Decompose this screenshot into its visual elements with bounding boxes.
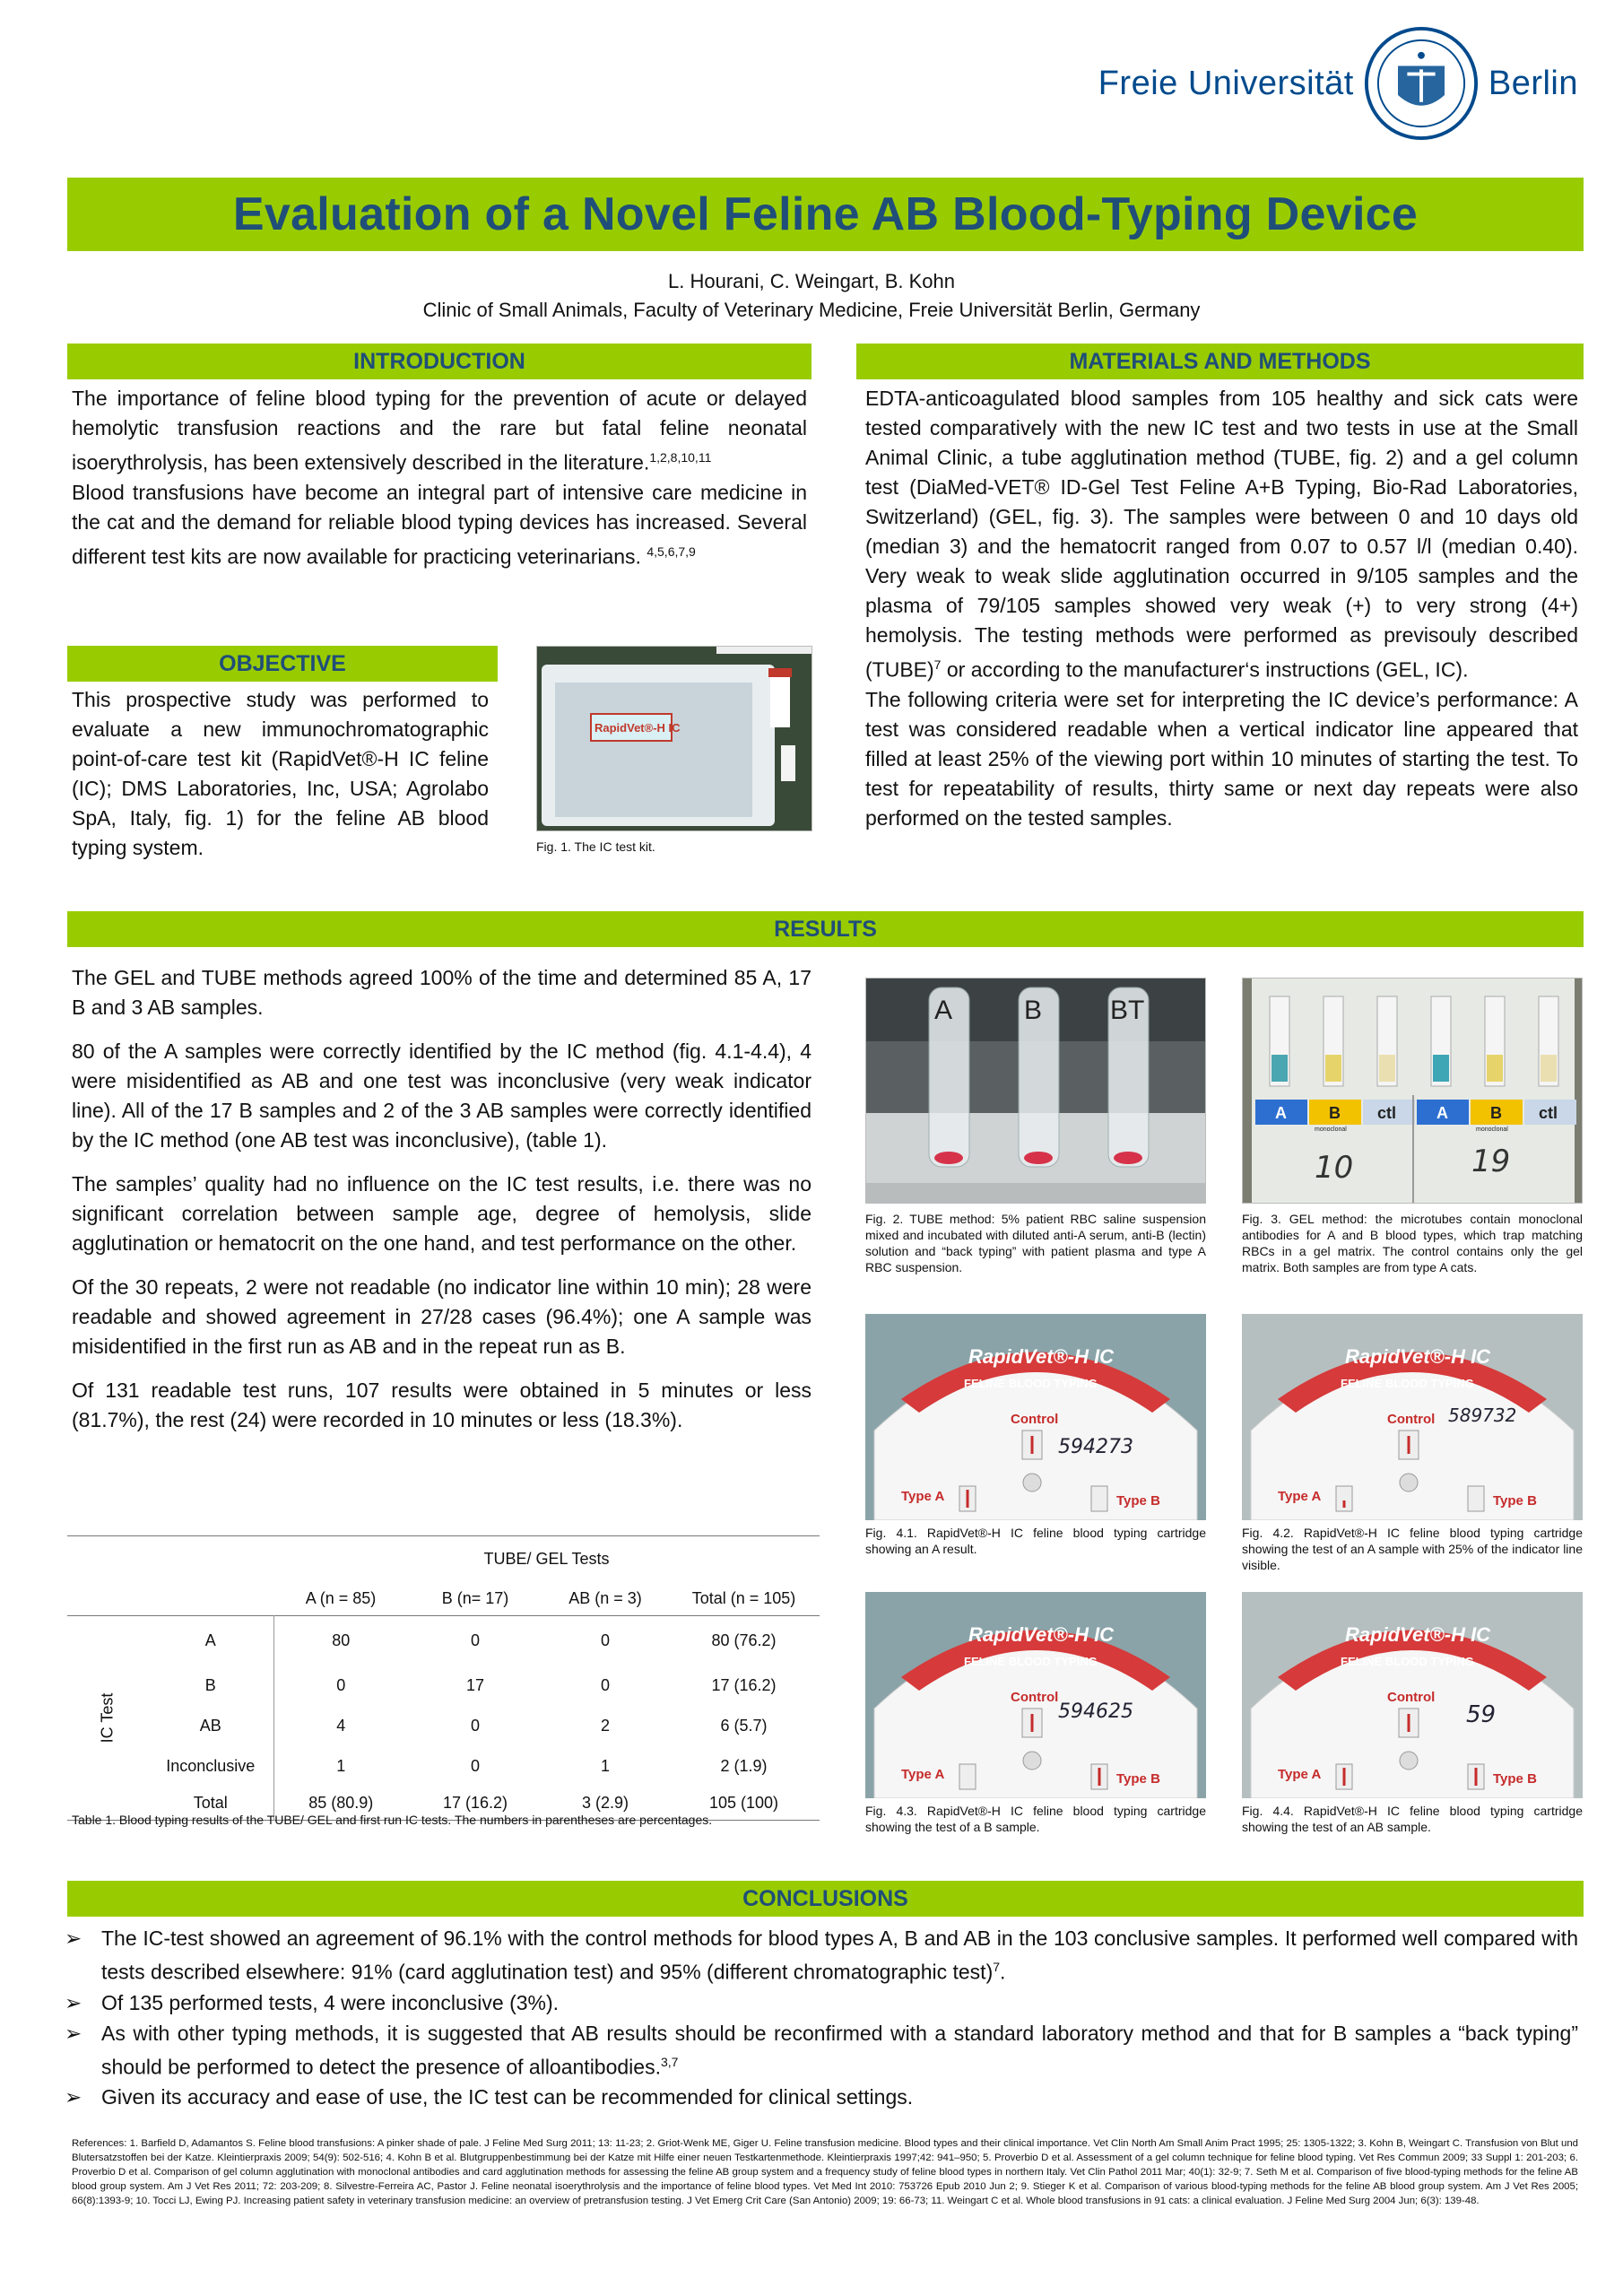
introduction-text <box>72 384 807 571</box>
author-block <box>0 267 1623 325</box>
fig2-caption: Fig. 2. TUBE method: 5% patient RBC saline suspension mixed and incubated with diluted anti-A serum, anti-B (lectin) solution and “back typing” with patient plasma and type A RBC suspension. <box>865 1212 1206 1274</box>
tube-label-a: A <box>934 996 953 1025</box>
fig3-caption: Fig. 3. GEL method: the microtubes contain monoclonal antibodies for A and B blood types, which trap matching RBCs in a gel matrix. The control contains only the gel matrix. Both samples are from type A cats. <box>1242 1212 1583 1274</box>
cartridge-subtitle: FELINE BLOOD TYPING <box>1341 1377 1474 1390</box>
cartridge-type-a-label: Type A <box>1278 1489 1322 1504</box>
gel-column-image <box>1243 978 1583 1204</box>
logo-text-left: Freie Universität <box>1098 64 1354 102</box>
intro-p2-citation: 4,5,6,7,9 <box>647 544 696 559</box>
fig2-tube-photo <box>865 978 1206 1204</box>
objective-title: OBJECTIVE <box>219 650 346 676</box>
cartridge-image <box>1242 1592 1583 1798</box>
cartridge-brand: RapidVet®-H IC <box>1345 1345 1491 1368</box>
table-cell: 0 <box>600 1631 610 1649</box>
conclusion-text: The IC-test showed an agreement of 96.1% with the control methods for blood types A, B and AB in the 103 conclusive samples. It performed well compared with tests described elsewhere: 91% (card agglutination test) and 95% (different chromatographic test) <box>101 1926 1578 1984</box>
poster-title: Evaluation of a Novel Feline AB Blood-Typing Device <box>232 188 1419 240</box>
results-table <box>67 1535 820 1821</box>
row-label: Inconclusive <box>148 1746 273 1787</box>
fig43-cartridge-photo <box>865 1592 1206 1798</box>
objective-header <box>67 646 498 682</box>
arrow-bullet-icon: ➢ <box>65 1990 82 2014</box>
col-header-total: Total (n = 105) <box>691 1589 796 1608</box>
gel-sublabel: monoclonal <box>1476 1126 1508 1133</box>
gel-label: ctl <box>1377 1104 1397 1122</box>
table-cell: 0 <box>470 1756 480 1775</box>
cartridge-type-a-label: Type A <box>901 1489 945 1504</box>
table-cell: 0 <box>470 1631 480 1649</box>
conclusion-text: Of 135 performed tests, 4 were inconclusive (3%). <box>101 1990 560 2014</box>
row-label: AB <box>148 1706 273 1746</box>
cartridge-image <box>865 1314 1206 1520</box>
intro-paragraph-2 <box>72 478 807 572</box>
methods-paragraph-2: The following criteria were set for interpreting the IC device’s performance: A test was considered readable when a vertical indicator line appeared that filled at least 25% of the viewing port within 10 minutes of starting the test. To test for repeatability of results, thirty same or next day repeats were also performed on the tested samples. <box>865 687 1578 830</box>
cartridge-sample-number: 589732 <box>1448 1405 1517 1426</box>
table-header-row <box>67 1583 820 1616</box>
methods-text <box>865 384 1578 833</box>
results-paragraph-5: Of 131 readable test runs, 107 results were obtained in 5 minutes or less (81.7%), the rest (24) were recorded in 10 minutes or less (18.3%). <box>72 1378 812 1431</box>
cartridge-control-label: Control <box>1387 1690 1436 1705</box>
fig44-cartridge-photo <box>1242 1592 1583 1798</box>
table-cell: 105 (100) <box>708 1793 779 1812</box>
results-paragraph-1: The GEL and TUBE methods agreed 100% of the time and determined 85 A, 17 B and 3 AB samples. <box>72 966 812 1019</box>
cartridge-image <box>1242 1314 1583 1520</box>
objective-text: This prospective study was performed to evaluate a new immunochromatographic point-of-care test kit (RapidVet®-H IC feline (IC); DMS Laboratories, Inc, USA; Agrolabo SpA, Italy, fig. 1) for the feline AB blood typing system. <box>72 688 489 859</box>
row-label: B <box>148 1665 273 1706</box>
fig1-caption: Fig. 1. The IC test kit. <box>536 839 655 854</box>
fig42-cartridge-photo <box>1242 1314 1583 1520</box>
table-row <box>67 1616 820 1665</box>
introduction-title: INTRODUCTION <box>353 348 525 374</box>
list-item <box>65 2083 1578 2111</box>
arrow-bullet-icon: ➢ <box>65 1926 82 1950</box>
fig41-caption: Fig. 4.1. RapidVet®-H IC feline blood typing cartridge showing an A result. <box>865 1526 1206 1556</box>
conclusions-title: CONCLUSIONS <box>742 1885 908 1911</box>
cartridge-type-a-label: Type A <box>901 1767 945 1782</box>
conclusion-citation: 7 <box>993 1960 1001 1974</box>
table-cell: 85 (80.9) <box>308 1793 374 1812</box>
title-bar <box>67 178 1584 251</box>
col-header-a: A (n = 85) <box>305 1589 377 1608</box>
results-paragraph-3: The samples’ quality had no influence on the IC test results, i.e. there was no significant correlation between sample age, degree of hemolysis, slide agglutination or hematocrit on the one hand, and test performance on the other. <box>72 1172 812 1255</box>
row-label: A <box>148 1616 273 1665</box>
fig3-gel-photo <box>1242 978 1583 1204</box>
conclusions-header <box>67 1881 1584 1917</box>
cartridge-image <box>865 1592 1206 1798</box>
table-cell: 3 (2.9) <box>581 1793 629 1812</box>
conclusion-tail: . <box>1000 1960 1006 1984</box>
row-label: Total <box>148 1787 273 1821</box>
table-cell: 1 <box>600 1756 610 1775</box>
gel-label: A <box>1275 1104 1287 1122</box>
cartridge-control-label: Control <box>1011 1690 1059 1705</box>
arrow-bullet-icon: ➢ <box>65 2085 82 2109</box>
intro-p1-citation: 1,2,8,10,11 <box>649 450 712 465</box>
results-text <box>72 963 812 1435</box>
tube-label-b: B <box>1024 996 1043 1025</box>
affiliation: Clinic of Small Animals, Faculty of Veterinary Medicine, Freie Universität Berlin, Germany <box>422 299 1201 321</box>
methods-p1-text: EDTA-anticoagulated blood samples from 105 healthy and sick cats were tested comparatively with the new IC test and two tests in use at the Small Animal Clinic, a tube agglutination method (TUBE, fig. 2) and a gel column test (DiaMed-VET® ID-Gel Test Feline A+B Typing, Bio-Rad Laboratories, Switzerland) (GEL, fig. 3). The samples were between 0 and 10 days old (median 3) and the hematocrit ranged from 0.07 to 0.57 l/l (median 0.40). Very weak to weak slide agglutination occurred in 9/105 samples and the plasma of 79/105 samples showed very weak (+) to very strong (4+) hemolysis. The testing methods were performed as previsouly described (TUBE) <box>865 387 1578 682</box>
table-cell: 2 <box>600 1716 610 1735</box>
methods-paragraph-1 <box>865 384 1578 685</box>
cartridge-brand: RapidVet®-H IC <box>968 1345 1115 1368</box>
fig42-caption: Fig. 4.2. RapidVet®-H IC feline blood typing cartridge showing the test of an A sample with 25% of the indicator line visible. <box>1242 1526 1583 1572</box>
cartridge-type-b-label: Type B <box>1116 1771 1160 1787</box>
table-cell: 0 <box>600 1675 610 1694</box>
tube-agglutination-image <box>866 978 1206 1204</box>
university-logo <box>1098 25 1578 142</box>
introduction-header <box>67 344 812 379</box>
table-cell: 1 <box>336 1756 346 1775</box>
gel-label: B <box>1490 1104 1502 1122</box>
list-item <box>65 1988 1578 2017</box>
results-header <box>67 911 1584 947</box>
table-cell: 6 (5.7) <box>720 1716 768 1735</box>
table-group-header: TUBE/ GEL Tests <box>483 1550 610 1569</box>
table-cell: 80 (76.2) <box>711 1631 777 1649</box>
gel-sample-number: 10 <box>1315 1150 1354 1186</box>
kit-brand-text: RapidVet®-H IC <box>595 721 681 735</box>
fig41-cartridge-photo <box>865 1314 1206 1520</box>
methods-p1-citation: 7 <box>933 657 942 672</box>
test-kit-image <box>537 647 812 831</box>
fig43-caption: Fig. 4.3. RapidVet®-H IC feline blood typing cartridge showing the test of a B sample. <box>865 1804 1206 1834</box>
table-cell: 4 <box>336 1716 346 1735</box>
gel-sublabel: monoclonal <box>1315 1126 1347 1133</box>
cartridge-subtitle: FELINE BLOOD TYPING <box>964 1655 1098 1668</box>
cartridge-brand: RapidVet®-H IC <box>968 1623 1115 1646</box>
references: References: 1. Barfield D, Adamantos S. Feline blood transfusions: A pinker shade of pale. J Feline Med Surg 2011; 13: 11-23; 2. Griot-Wenk ME, Giger U. Feline transfusion medicine. Blood types and their clinical importance. Vet Clin North Am Small Anim Pract 1995; 25: 1305-1322; 3. Kohn B, Weingart C. Transfusion von Blut und Blutersatzstoffen bei der Katze. Kleintierpraxis 2009; 54(9): 502-516; 4. Kohn B et al. Blutgruppenbestimmung bei der Katze mit Hilfe einer neuen Testkartenmethode. Kleintierpraxis 1997;42: 941–950; 5. Proverbio D et al. Assessment of a gel column technique for feline blood typing. Vet Res Commun 2009; 33 Suppl 1: 201-203; 6. Proverbio D et al. Comparison of gel column agglutination with monoclonal antibodies and card agglutination methods for assessing the feline AB group system and a frequency study of feline blood types in northern Italy. Vet Clin Pathol 2011 Mar; 40(1): 32-9; 7. Seth M et al. Comparison of five blood-typing methods for the feline AB blood group system. Am J Vet Res 2011; 72: 203-209; 8. Silvestre-Ferreira AC, Pastor J. Feline neonatal isoerythrolysis and the importance of feline blood types. Vet Med Int 2010: 753726 Epub 2010 Jun 2; 9. Stieger K et al. Comparison of various blood-typing methods for the feline AB blood group system. Am J Vet Res 2005; 66(8):1393-9; 10. Tocci LJ, Ewing PJ. Increasing patient safety in veterinary transfusion medicine: an overview of pretransfusion testing. J Vet Emerg Crit Care (San Antonio) 2009; 19: 66-73; 11. Weingart C et al. Whole blood transfusions in 91 cats: a clinical evaluation. J Feline Med Surg 2004 Jun; 6(3): 139-48. <box>72 2138 1578 2206</box>
list-item <box>65 1924 1578 1987</box>
gel-label: ctl <box>1539 1104 1558 1122</box>
conclusions-list <box>65 1924 1578 2113</box>
conclusion-text: As with other typing methods, it is suggested that AB results should be reconfirmed with a standard laboratory method and that for B samples a “back typing” should be performed to detect the presence of alloantibodies. <box>101 2021 1578 2079</box>
cartridge-subtitle: FELINE BLOOD TYPING <box>1341 1655 1474 1668</box>
cartridge-sample-number: 59 <box>1466 1701 1497 1728</box>
university-seal-icon <box>1363 25 1480 142</box>
fig44-caption: Fig. 4.4. RapidVet®-H IC feline blood typing cartridge showing the test of an AB sample. <box>1242 1804 1583 1834</box>
cartridge-type-b-label: Type B <box>1493 1771 1537 1787</box>
table-cell: 2 (1.9) <box>720 1756 768 1775</box>
table-row <box>67 1665 820 1706</box>
cartridge-sample-number: 594273 <box>1058 1436 1133 1458</box>
conclusion-citation: 3,7 <box>660 2054 679 2069</box>
table-cell: 17 <box>465 1675 485 1694</box>
fig1-kit-photo <box>536 646 812 831</box>
cartridge-subtitle: FELINE BLOOD TYPING <box>964 1377 1098 1390</box>
table-row <box>67 1706 820 1746</box>
table-cell: 17 (16.2) <box>711 1675 777 1694</box>
cartridge-type-b-label: Type B <box>1116 1493 1160 1509</box>
logo-text-right: Berlin <box>1488 64 1578 102</box>
table-cell: 80 <box>332 1631 351 1649</box>
results-paragraph-4: Of the 30 repeats, 2 were not readable (no indicator line within 10 min); 28 were readable and showed agreement in 27/28 cases (96.4%); one A sample was misidentified in the first run as AB and in the repeat run as B. <box>72 1275 812 1358</box>
table-cell: 17 (16.2) <box>442 1793 508 1812</box>
methods-title: MATERIALS AND METHODS <box>1069 348 1371 374</box>
table-caption: Table 1. Blood typing results of the TUBE/ GEL and first run IC tests. The numbers in parentheses are percentages. <box>72 1813 713 1827</box>
intro-p1-text: The importance of feline blood typing for the prevention of acute or delayed hemolytic transfusion reactions and the rare but fatal feline neonatal isoerythrolysis, has been extensively described in the literature. <box>72 387 807 474</box>
list-item <box>65 2019 1578 2082</box>
results-title: RESULTS <box>774 916 877 942</box>
results-paragraph-2: 80 of the A samples were correctly identified by the IC method (fig. 4.1-4.4), 4 were misidentified as AB and one test was inconclusive (very weak indicator line). All of the 17 B samples and 2 of the 3 AB samples were correctly identified by the IC method (one AB test was inconclusive), (table 1). <box>72 1039 812 1152</box>
methods-header <box>856 344 1584 379</box>
gel-sample-number: 19 <box>1471 1144 1511 1179</box>
cartridge-control-label: Control <box>1011 1412 1059 1427</box>
gel-label: B <box>1329 1104 1341 1122</box>
conclusion-text: Given its accuracy and ease of use, the IC test can be recommended for clinical settings. <box>101 2085 914 2109</box>
gel-label: A <box>1436 1104 1448 1122</box>
cartridge-brand: RapidVet®-H IC <box>1345 1623 1491 1646</box>
intro-p2-text: Blood transfusions have become an integral part of intensive care medicine in the cat and the demand for reliable blood typing devices has increased. Several different test kits are now available for practicing veterinarians. <box>72 480 807 569</box>
col-header-b: B (n= 17) <box>441 1589 509 1608</box>
tube-label-bt: BT <box>1110 996 1145 1025</box>
arrow-bullet-icon: ➢ <box>65 2021 82 2045</box>
table-row <box>67 1746 820 1787</box>
cartridge-sample-number: 594625 <box>1058 1700 1133 1723</box>
col-header-ab: AB (n = 3) <box>568 1589 642 1608</box>
methods-p1-tail: or according to the manufacturer‘s instructions (GEL, IC). <box>941 657 1469 682</box>
intro-paragraph-1 <box>72 384 807 478</box>
cartridge-control-label: Control <box>1387 1412 1436 1427</box>
cartridge-type-a-label: Type A <box>1278 1767 1322 1782</box>
cartridge-type-b-label: Type B <box>1493 1493 1537 1509</box>
authors: L. Hourani, C. Weingart, B. Kohn <box>668 270 955 292</box>
table-cell: 0 <box>470 1716 480 1735</box>
row-group-label: IC Test <box>98 1692 117 1744</box>
table-cell: 0 <box>336 1675 346 1694</box>
